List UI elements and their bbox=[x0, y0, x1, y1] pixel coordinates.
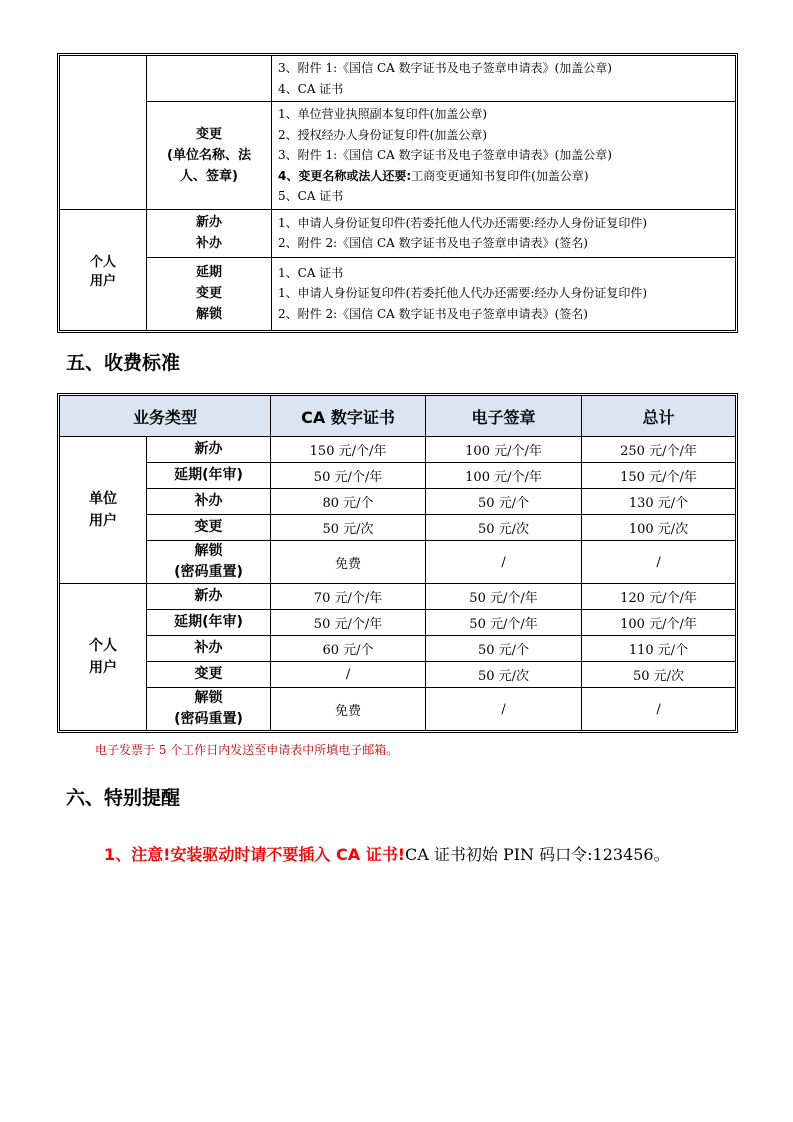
ca-fee-cell: / bbox=[271, 662, 426, 688]
seal-fee-cell: 50 元/个/年 bbox=[426, 584, 582, 610]
table-header-row bbox=[60, 396, 736, 437]
category-cell-unit bbox=[60, 56, 147, 210]
total-fee-cell: 110 元/个 bbox=[582, 636, 736, 662]
seal-fee-cell: / bbox=[426, 688, 582, 731]
service-cell: 补办 bbox=[147, 489, 271, 515]
material-item: 1、申请人身份证复印件(若委托他人代办还需要:经办人身份证复印件) bbox=[278, 215, 648, 230]
service-cell: 新办 bbox=[147, 584, 271, 610]
service-cell: 变更 bbox=[147, 662, 271, 688]
table-row bbox=[60, 437, 736, 463]
total-fee-cell: 130 元/个 bbox=[582, 489, 736, 515]
ca-fee-cell: 60 元/个 bbox=[271, 636, 426, 662]
total-fee-cell: / bbox=[582, 688, 736, 731]
seal-fee-cell: 100 元/个/年 bbox=[426, 437, 582, 463]
materials-cell bbox=[272, 209, 736, 257]
material-item: 1、单位营业执照副本复印件(加盖公章) bbox=[278, 107, 487, 121]
service-cell: 补办 bbox=[147, 636, 271, 662]
subtype-cell: 新办 补办 bbox=[147, 209, 272, 257]
total-fee-cell: 100 元/个/年 bbox=[582, 610, 736, 636]
column-header: 总计 bbox=[582, 396, 736, 437]
material-item: 1、CA 证书 bbox=[278, 265, 344, 280]
category-cell-personal: 个人 用户 bbox=[60, 209, 147, 330]
ca-fee-cell: 免费 bbox=[271, 541, 426, 584]
table-row bbox=[60, 489, 736, 515]
material-item: 3、附件 1:《国信 CA 数字证书及电子签章申请表》(加盖公章) bbox=[278, 61, 612, 75]
seal-fee-cell: 50 元/个/年 bbox=[426, 610, 582, 636]
invoice-note: 电子发票于 5 个工作日内发送至申请表中所填电子邮箱。 bbox=[95, 743, 399, 757]
service-cell: 解锁 (密码重置) bbox=[147, 541, 271, 584]
reminder-warning: 1、注意!安装驱动时请不要插入 CA 证书! bbox=[104, 845, 405, 864]
total-fee-cell: 120 元/个/年 bbox=[582, 584, 736, 610]
ca-fee-cell: 50 元/次 bbox=[271, 515, 426, 541]
ca-fee-cell: 免费 bbox=[271, 688, 426, 731]
service-cell: 解锁 (密码重置) bbox=[147, 688, 271, 731]
material-item: 5、CA 证书 bbox=[278, 189, 344, 203]
table-row bbox=[60, 688, 736, 731]
seal-fee-cell: / bbox=[426, 541, 582, 584]
table-row bbox=[60, 584, 736, 610]
seal-fee-cell: 50 元/个 bbox=[426, 636, 582, 662]
section-title-fees: 五、收费标准 bbox=[66, 352, 181, 374]
group-label-cell: 单位 用户 bbox=[60, 437, 147, 584]
seal-fee-cell: 50 元/次 bbox=[426, 515, 582, 541]
service-cell: 延期(年审) bbox=[147, 610, 271, 636]
subtype-cell bbox=[147, 56, 272, 102]
table-row bbox=[60, 257, 736, 330]
total-fee-cell: / bbox=[582, 541, 736, 584]
ca-fee-cell: 50 元/个/年 bbox=[271, 610, 426, 636]
material-item: 2、附件 2:《国信 CA 数字证书及电子签章申请表》(签名) bbox=[278, 306, 588, 321]
table-row bbox=[60, 662, 736, 688]
table-row bbox=[60, 515, 736, 541]
total-fee-cell: 100 元/次 bbox=[582, 515, 736, 541]
material-item: 2、授权经办人身份证复印件(加盖公章) bbox=[278, 127, 487, 142]
material-item: 4、CA 证书 bbox=[278, 81, 344, 96]
service-cell: 新办 bbox=[147, 437, 271, 463]
material-item: 3、附件 1:《国信 CA 数字证书及电子签章申请表》(加盖公章) bbox=[278, 148, 612, 162]
total-fee-cell: 50 元/次 bbox=[582, 662, 736, 688]
ca-fee-cell: 150 元/个/年 bbox=[271, 437, 426, 463]
seal-fee-cell: 100 元/个/年 bbox=[426, 463, 582, 489]
table-row bbox=[60, 636, 736, 662]
service-cell: 变更 bbox=[147, 515, 271, 541]
group-label-cell: 个人 用户 bbox=[60, 584, 147, 731]
table-row bbox=[60, 56, 736, 102]
table-row bbox=[60, 610, 736, 636]
subtype-cell-change: 变更 (单位名称、法 人、签章) bbox=[147, 102, 272, 210]
table-row bbox=[60, 463, 736, 489]
materials-cell bbox=[272, 257, 736, 330]
materials-cell bbox=[272, 102, 736, 210]
total-fee-cell: 250 元/个/年 bbox=[582, 437, 736, 463]
fee-table bbox=[59, 395, 736, 731]
seal-fee-cell: 50 元/个 bbox=[426, 489, 582, 515]
table-row bbox=[60, 541, 736, 584]
table-row bbox=[60, 209, 736, 257]
ca-fee-cell: 50 元/个/年 bbox=[271, 463, 426, 489]
column-header: CA 数字证书 bbox=[271, 396, 426, 437]
total-fee-cell: 150 元/个/年 bbox=[582, 463, 736, 489]
section-title-reminder: 六、特别提醒 bbox=[66, 787, 181, 809]
material-item: 2、附件 2:《国信 CA 数字证书及电子签章申请表》(签名) bbox=[278, 236, 588, 250]
material-item: 4、变更名称或法人还要:工商变更通知书复印件(加盖公章) bbox=[278, 168, 589, 183]
seal-fee-cell: 50 元/次 bbox=[426, 662, 582, 688]
materials-cell bbox=[272, 56, 736, 102]
column-header: 电子签章 bbox=[426, 396, 582, 437]
table-row bbox=[60, 102, 736, 210]
material-item: 1、申请人身份证复印件(若委托他人代办还需要:经办人身份证复印件) bbox=[278, 286, 648, 301]
materials-table bbox=[59, 55, 736, 331]
subtype-cell: 延期 变更 解锁 bbox=[147, 257, 272, 330]
ca-fee-cell: 80 元/个 bbox=[271, 489, 426, 515]
reminder-paragraph bbox=[104, 842, 670, 865]
column-header: 业务类型 bbox=[60, 396, 271, 437]
reminder-text: CA 证书初始 PIN 码口令:123456。 bbox=[405, 845, 670, 864]
service-cell: 延期(年审) bbox=[147, 463, 271, 489]
ca-fee-cell: 70 元/个/年 bbox=[271, 584, 426, 610]
